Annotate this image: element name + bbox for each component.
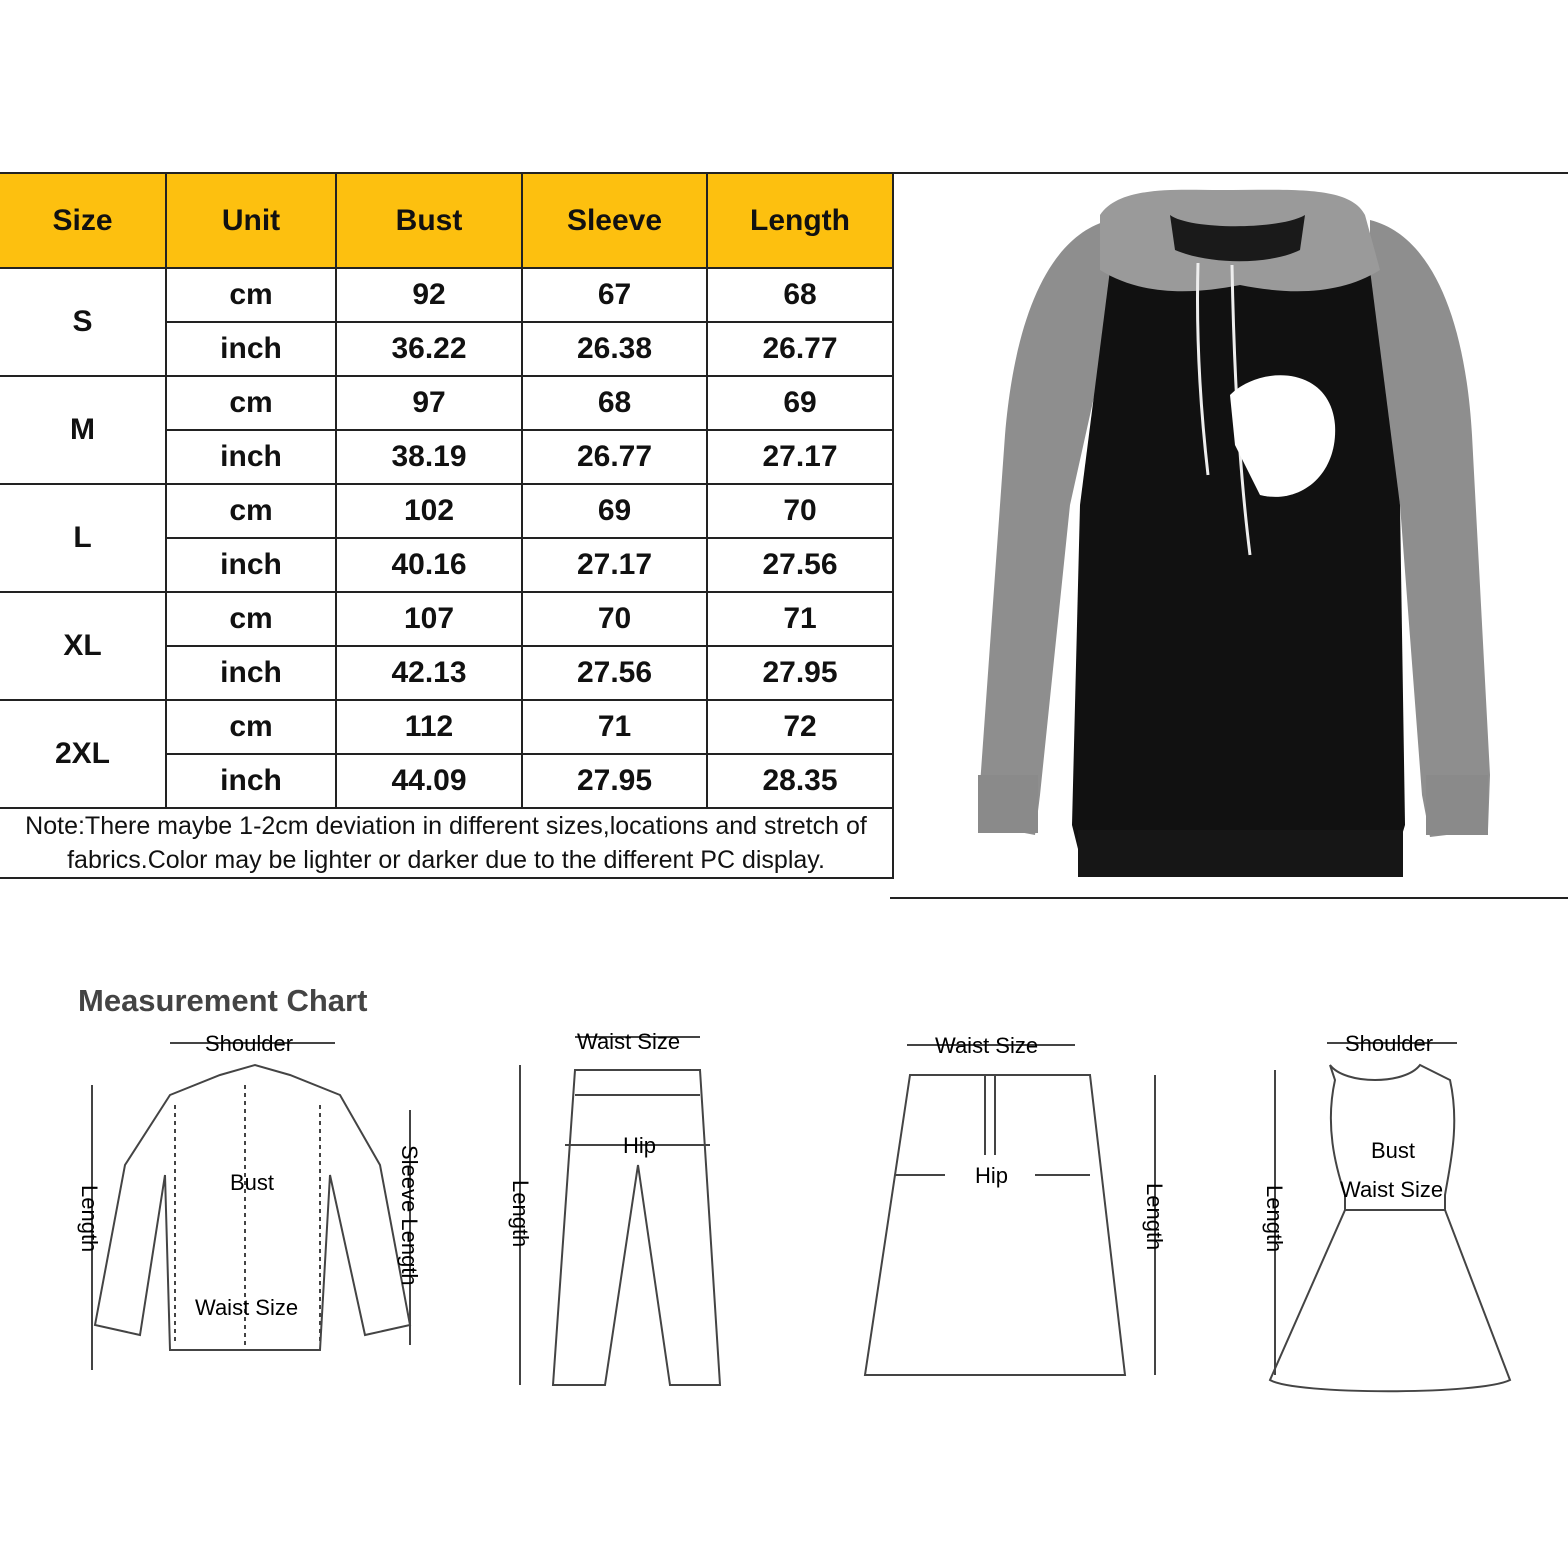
- bottom-divider: [890, 897, 1568, 899]
- waist-label: Waist Size: [1340, 1177, 1444, 1202]
- sleeve-cell: 27.17: [522, 538, 707, 592]
- bust-cell: 97: [336, 376, 522, 430]
- pants-outline: [553, 1070, 720, 1385]
- sleeve-cell: 71: [522, 700, 707, 754]
- size-label: XL: [0, 592, 166, 700]
- length-cell: 68: [707, 268, 893, 322]
- bust-cell: 40.16: [336, 538, 522, 592]
- waist-label: Waist Size: [577, 1029, 681, 1054]
- unit-cell: inch: [166, 646, 336, 700]
- top-divider: [890, 172, 1568, 174]
- shoulder-label: Shoulder: [1345, 1031, 1434, 1056]
- length-label: Length: [1262, 1185, 1287, 1253]
- size-note: [0, 808, 893, 878]
- sleeve-cell: 68: [522, 376, 707, 430]
- product-photo: [960, 175, 1520, 895]
- sleeve-cell: 69: [522, 484, 707, 538]
- length-cell: 27.17: [707, 430, 893, 484]
- bust-cell: 112: [336, 700, 522, 754]
- size-table: [0, 172, 894, 879]
- header-size: Size: [0, 173, 166, 268]
- unit-cell: cm: [166, 268, 336, 322]
- shirt-diagram: [70, 1025, 440, 1385]
- length-cell: 26.77: [707, 322, 893, 376]
- unit-cell: cm: [166, 484, 336, 538]
- sleeve-cell: 26.77: [522, 430, 707, 484]
- hem-band: [1078, 830, 1403, 877]
- bust-label: Bust: [1371, 1138, 1416, 1163]
- size-label: 2XL: [0, 700, 166, 808]
- header-length: Length: [707, 173, 893, 268]
- bust-cell: 92: [336, 268, 522, 322]
- hip-label: Hip: [975, 1163, 1009, 1188]
- length-cell: 27.95: [707, 646, 893, 700]
- unit-cell: inch: [166, 430, 336, 484]
- unit-cell: cm: [166, 376, 336, 430]
- left-cuff: [978, 775, 1038, 833]
- length-cell: 71: [707, 592, 893, 646]
- header-unit: Unit: [166, 173, 336, 268]
- right-cuff: [1426, 775, 1488, 835]
- unit-cell: inch: [166, 538, 336, 592]
- bust-cell: 38.19: [336, 430, 522, 484]
- table-row: [0, 484, 893, 538]
- table-row: [0, 268, 893, 322]
- length-cell: 27.56: [707, 538, 893, 592]
- header-sleeve: Sleeve: [522, 173, 707, 268]
- table-row: [0, 592, 893, 646]
- size-label: L: [0, 484, 166, 592]
- bust-cell: 107: [336, 592, 522, 646]
- length-cell: 70: [707, 484, 893, 538]
- note-line-1: Note:There maybe 1-2cm deviation in different sizes,locations and stretch of: [25, 812, 867, 840]
- length-label: Length: [77, 1185, 102, 1253]
- bust-cell: 36.22: [336, 322, 522, 376]
- length-cell: 28.35: [707, 754, 893, 808]
- sleeve-cell: 27.56: [522, 646, 707, 700]
- dress-outline: [1270, 1065, 1510, 1391]
- bust-cell: 42.13: [336, 646, 522, 700]
- length-cell: 72: [707, 700, 893, 754]
- table-row: [0, 700, 893, 754]
- length-label: Length: [1142, 1183, 1167, 1251]
- unit-cell: cm: [166, 700, 336, 754]
- size-label: M: [0, 376, 166, 484]
- waist-label: Waist Size: [195, 1295, 299, 1320]
- dress-diagram: [1235, 1025, 1535, 1405]
- sleeve-cell: 27.95: [522, 754, 707, 808]
- table-row: [0, 376, 893, 430]
- header-bust: Bust: [336, 173, 522, 268]
- body-panel: [1072, 270, 1405, 877]
- hip-label: Hip: [623, 1133, 657, 1158]
- skirt-diagram: [855, 1025, 1185, 1385]
- sleeve-length-label: Sleeve Length: [397, 1145, 422, 1286]
- sleeve-cell: 26.38: [522, 322, 707, 376]
- pants-diagram: [505, 1025, 735, 1395]
- length-cell: 69: [707, 376, 893, 430]
- bust-cell: 102: [336, 484, 522, 538]
- table-header-row: [0, 173, 893, 268]
- unit-cell: inch: [166, 754, 336, 808]
- waist-label: Waist Size: [935, 1033, 1039, 1058]
- unit-cell: inch: [166, 322, 336, 376]
- sleeve-cell: 67: [522, 268, 707, 322]
- measurement-chart-title: Measurement Chart: [78, 983, 368, 1018]
- unit-cell: cm: [166, 592, 336, 646]
- sleeve-cell: 70: [522, 592, 707, 646]
- size-label: S: [0, 268, 166, 376]
- bust-label: Bust: [230, 1170, 275, 1195]
- shoulder-label: Shoulder: [205, 1031, 294, 1056]
- bust-cell: 44.09: [336, 754, 522, 808]
- length-label: Length: [508, 1180, 533, 1248]
- note-line-2: fabrics.Color may be lighter or darker due to the different PC display.: [67, 846, 825, 874]
- note-row: [0, 808, 893, 878]
